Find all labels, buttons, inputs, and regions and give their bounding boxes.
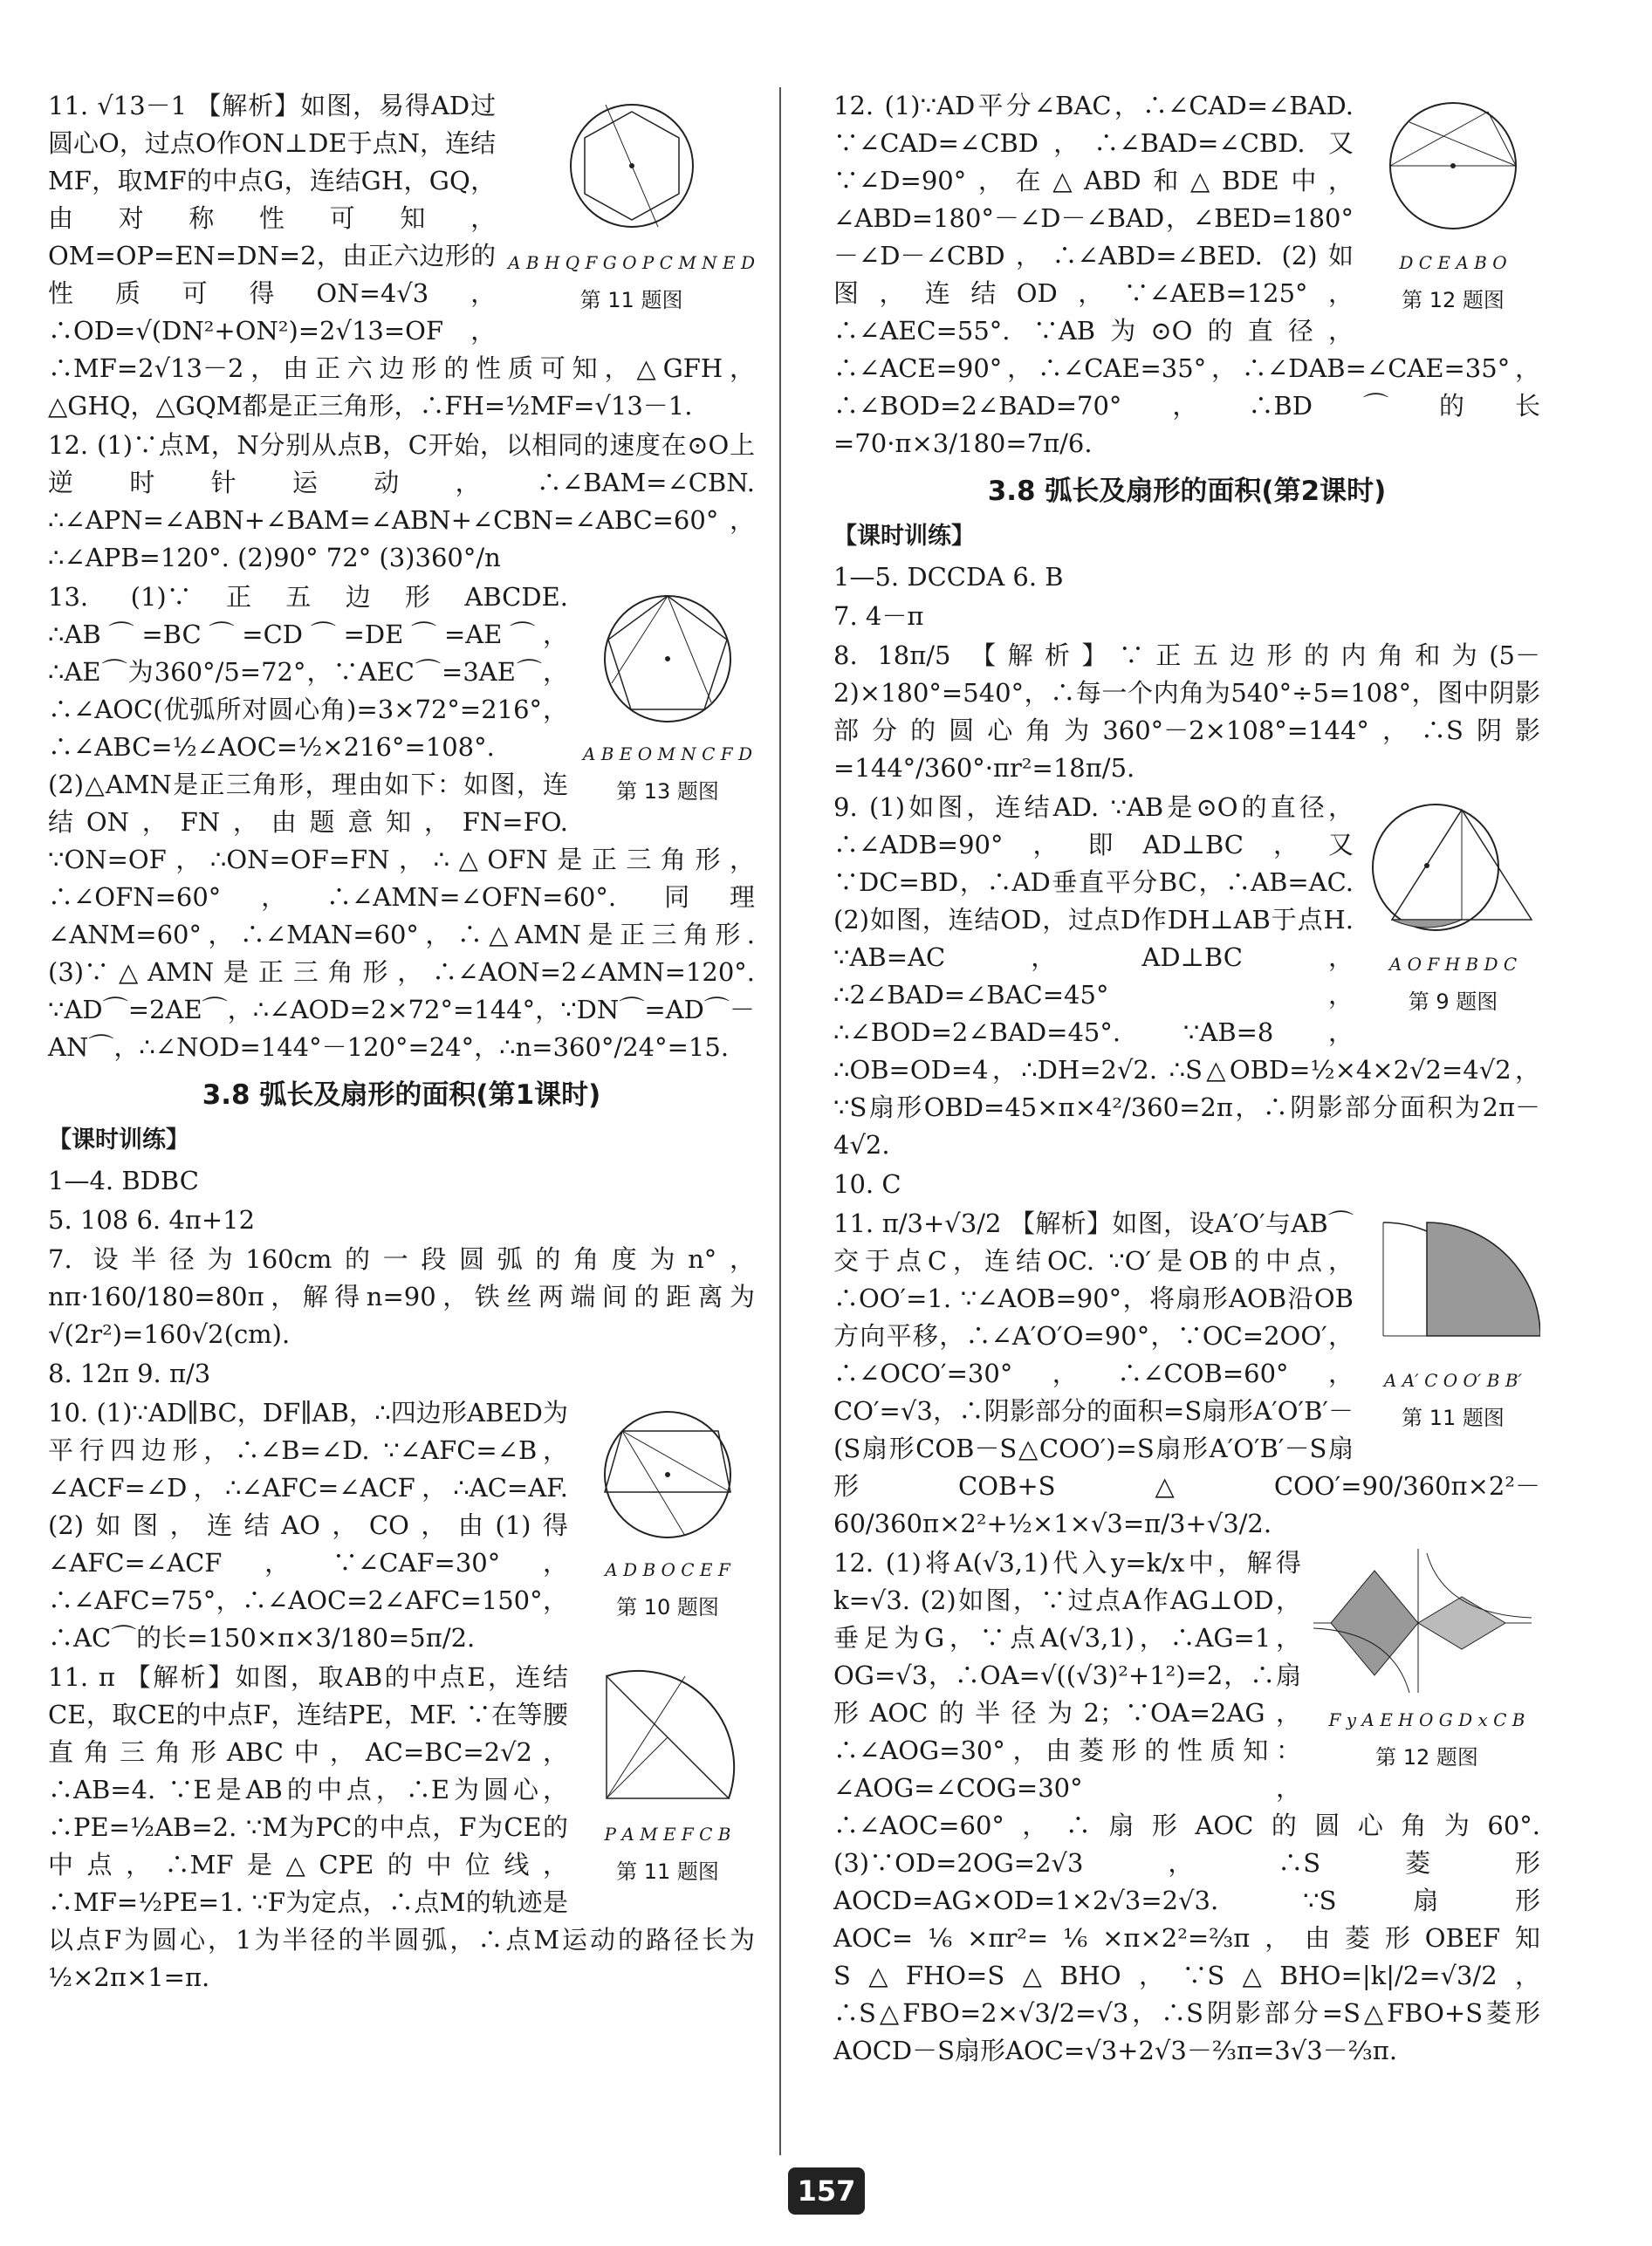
paragraph-text: 1—4. BDBC xyxy=(48,1166,199,1195)
paragraph-text: 12. (1)∵AD平分∠BAC，∴∠CAD=∠BAD. ∵∠CAD=∠CBD，∴∠BAD=∠CBD. 又∵∠D=90°，在△ABD和△BDE中，∠ABD=180°－∠D－∠BAD，∠BED=180°－∠D－∠CBD，∴∠ABD=∠BED. (2)如图，连结OD，∵∠AEB=125°，∴∠AEC=55°. ∵AB为⊙O的直径，∴∠ACE=90°，∴∠CAE=35°，∴∠DAB=∠CAE=35°，∴∠BOD=2∠BAD=70°，∴BD⌒的长=70·π×3/180=7π/6. xyxy=(833,91,1540,458)
answer-paragraph xyxy=(48,87,755,425)
answer-paragraph xyxy=(833,1166,1540,1203)
answer-paragraph xyxy=(833,1544,1540,2070)
figure-caption: 第 11 题图 xyxy=(1402,1406,1505,1430)
section-heading xyxy=(48,1077,755,1114)
figure-point-labels: A A′ C O O′ B B′ xyxy=(1383,1370,1523,1391)
paragraph-text: 9. (1)如图，连结AD. ∵AB是⊙O的直径，∴∠ADB=90°，即AD⊥BC，又∵DC=BD，∴AD垂直平分BC，∴AB=AC. (2)如图，连结OD，过点D作DH⊥AB于点H. ∵AB=AC，AD⊥BC，∴2∠BAD=∠BAC=45°，∴∠BOD=2∠BAD=45°. ∵AB=8，∴OB=OD=4，∴DH=2√2. ∴S△OBD=½×4×2√2=4√2，∵S扇形OBD=45×π×4²/360=2π，∴阴影部分面积为2π－4√2. xyxy=(833,792,1540,1160)
answer-paragraph xyxy=(833,637,1540,787)
section-heading xyxy=(833,473,1540,510)
paragraph-text: 【课时训练】 xyxy=(833,523,975,550)
paragraph-text: 12. (1)将A(√3,1)代入y=k/x中，解得k=√3. (2)如图，∵过点A作AG⊥OD，垂足为G，∵点A(√3,1)，∴AG=1，OG=√3，∴OA=√((√3)²+1²)=2，∴扇形AOC的半径为2；∵OA=2AG，∴∠AOG=30°，由菱形的性质知：∠AOG=∠COG=30°，∴∠AOC=60°，∴扇形AOC的圆心角为60°. (3)∵OD=2OG=2√3，∴S菱形AOCD=AG×OD=1×2√3=2√3. ∵S扇形AOC=⅙×πr²=⅙×π×2²=⅔π，由菱形OBEF知S△FHO=S△BHO，∵S△BHO=|k|/2=√3/2，∴S△FBO=2×√3/2=√3，∴S阴影部分=S△FBO+S菱形AOCD－S扇形AOC=√3+2√3－⅔π=3√3－⅔π. xyxy=(833,1548,1540,2065)
paragraph-text: 13. (1)∵正五边形ABCDE. ∴AB⌒=BC⌒=CD⌒=DE⌒=AE⌒，∴AE⌒为360°/5=72°，∵AEC⌒=3AE⌒，∴∠AOC(优弧所对圆心角)=3×72°=216°，∴∠ABC=½∠AOC=½×216°=108°. (2)△AMN是正三角形，理由如下：如图，连结ON，FN，由题意知，FN=FO. ∵ON=OF，∴ON=OF=FN，∴△OFN是正三角形，∴∠OFN=60°，∴∠AMN=∠OFN=60°. 同理∠ANM=60°，∴∠MAN=60°，∴△AMN是正三角形. (3)∵△AMN是正三角形，∴∠AON=2∠AMN=120°. ∵AD⌒=2AE⌒，∴∠AOD=2×72°=144°，∵DN⌒=AD⌒－AN⌒，∴∠NOD=144°－120°=24°，∴n=360°/24°=15. xyxy=(48,582,755,1062)
figure-fig13 xyxy=(580,579,755,811)
answer-paragraph xyxy=(48,1659,755,1996)
paragraph-text: 5. 108 6. 4π+12 xyxy=(48,1205,256,1235)
answer-paragraph xyxy=(48,1202,755,1239)
figure-point-labels: A O F H B D C xyxy=(1388,954,1518,975)
paragraph-text: 11. π/3+√3/2 【解析】如图，设A′O′与AB⌒交于点C，连结OC. ∵O′是OB的中点，∴OO′=1. ∵∠AOB=90°，将扇形AOB沿OB方向平移，∴∠A′O′O=90°，∵OC=2OO′，∴∠OCO′=30°，∴∠COB=60°，CO′=√3，∴阴影部分的面积=S扇形A′O′B′－(S扇形COB－S△COO′)=S扇形A′O′B′－S扇形COB+S△COO′=90/360π×2²－60/360π×2²+½×1×√3=π/3+√3/2. xyxy=(833,1209,1540,1538)
paragraph-text: 8. 18π/5 【解析】∵正五边形的内角和为(5－2)×180°=540°，∴每一个内角为540°÷5=108°，图中阴影部分的圆心角为360°－2×108°=144°，∴S阴影=144°/360°·πr²=18π/5. xyxy=(833,640,1540,783)
figure-point-labels: A D B O C E F xyxy=(605,1559,730,1580)
answer-paragraph xyxy=(48,1162,755,1200)
figure-point-labels: A B E O M N C F D xyxy=(582,743,753,764)
figure-caption: 第 12 题图 xyxy=(1375,1745,1478,1770)
answer-paragraph xyxy=(48,579,755,1066)
paragraph-text: 10. C xyxy=(833,1169,901,1199)
paragraph-text: 7. 4－π xyxy=(833,601,924,631)
figure-fig10 xyxy=(580,1394,755,1626)
page-number: 157 xyxy=(788,2167,865,2215)
answer-paragraph xyxy=(833,598,1540,635)
answer-paragraph xyxy=(48,1355,755,1393)
answer-paragraph xyxy=(833,1205,1540,1543)
figure-point-labels: D C E A B O xyxy=(1399,252,1507,273)
subsection-label xyxy=(48,1121,755,1159)
paragraph-text: 1—5. DCCDA 6. B xyxy=(833,562,1064,592)
figure-caption: 第 11 题图 xyxy=(616,1859,719,1884)
paragraph-text: 11. √13－1 【解析】如图，易得AD过圆心O，过点O作ON⊥DE于点N，连结MF，取MF的中点G，连结GH，GQ，由对称性可知，OM=OP=EN=DN=2，由正六边形的性质可得ON=4√3，∴OD=√(DN²+ON²)=2√13=OF，∴MF=2√13－2，由正六边形的性质可知，△GFH，△GHQ，△GQM都是正三角形，∴FH=½MF=√13－1. xyxy=(48,91,755,421)
answer-paragraph xyxy=(48,1241,755,1353)
figure-point-labels: F y A E H O G D x C B xyxy=(1328,1709,1525,1730)
paragraph-text: 12. (1)∵点M，N分别从点B，C开始，以相同的速度在⊙O上逆时针运动，∴∠BAM=∠CBN. ∴∠APN=∠ABN+∠BAM=∠ABN+∠CBN=∠ABC=60°，∴∠APB=120°. (2)90° 72° (3)360°/n xyxy=(48,430,755,572)
figure-fig11b xyxy=(580,1659,755,1891)
figure-caption: 第 12 题图 xyxy=(1402,288,1505,312)
answer-paragraph xyxy=(833,87,1540,462)
figure-caption: 第 11 题图 xyxy=(579,288,683,312)
figure-caption: 第 13 题图 xyxy=(616,779,719,804)
paragraph-text: 7. 设半径为160cm的一段圆弧的角度为n°，nπ·160/180=80π，解得n=90，铁丝两端间的距离为√(2r²)=160√2(cm). xyxy=(48,1244,755,1349)
column-divider xyxy=(779,87,781,2155)
answer-paragraph xyxy=(48,1394,755,1657)
figure-fig11a xyxy=(508,87,755,319)
figure-fig12b xyxy=(1313,1544,1540,1777)
figure-point-labels: A B H Q F G O P C M N E D xyxy=(508,252,755,273)
answer-paragraph xyxy=(48,427,755,577)
figure-fig11c xyxy=(1366,1205,1540,1437)
paragraph-text: 【课时训练】 xyxy=(48,1126,189,1154)
paragraph-text: 11. π 【解析】如图，取AB的中点E，连结CE，取CE的中点F，连结PE，MF. ∵在等腰直角三角形ABC中，AC=BC=2√2，∴AB=4. ∵E是AB的中点，∴E为圆心，∴PE=½AB=2. ∵M为PC的中点，F为CE的中点，∴MF是△CPE的中位线，∴MF=½PE=1. ∵F为定点，∴点M的轨迹是以点F为圆心，1为半径的半圆弧，∴点M运动的路径长为½×2π×1=π. xyxy=(48,1662,755,1992)
figure-fig12a xyxy=(1366,87,1540,319)
paragraph-text: 3.8 弧长及扇形的面积(第2课时) xyxy=(987,476,1387,507)
paragraph-text: 10. (1)∵AD∥BC，DF∥AB，∴四边形ABED为平行四边形，∴∠B=∠D. ∵∠AFC=∠B，∠ACF=∠D，∴∠AFC=∠ACF，∴AC=AF. (2)如图，连结AO，CO，由(1)得∠AFC=∠ACF，∵∠CAF=30°，∴∠AFC=75°，∴∠AOC=2∠AFC=150°，∴AC⌒的长=150×π×3/180=5π/2. xyxy=(48,1398,568,1653)
answer-paragraph xyxy=(833,789,1540,1164)
subsection-label xyxy=(833,517,1540,555)
figure-caption: 第 9 题图 xyxy=(1408,989,1498,1014)
figure-point-labels: P A M E F C B xyxy=(604,1824,731,1845)
answer-paragraph xyxy=(833,558,1540,596)
figure-fig9 xyxy=(1366,789,1540,1021)
paragraph-text: 3.8 弧长及扇形的面积(第1课时) xyxy=(202,1079,601,1111)
figure-caption: 第 10 题图 xyxy=(616,1595,719,1619)
left-column xyxy=(48,87,755,1998)
right-column xyxy=(833,87,1540,2071)
paragraph-text: 8. 12π 9. π/3 xyxy=(48,1359,211,1388)
